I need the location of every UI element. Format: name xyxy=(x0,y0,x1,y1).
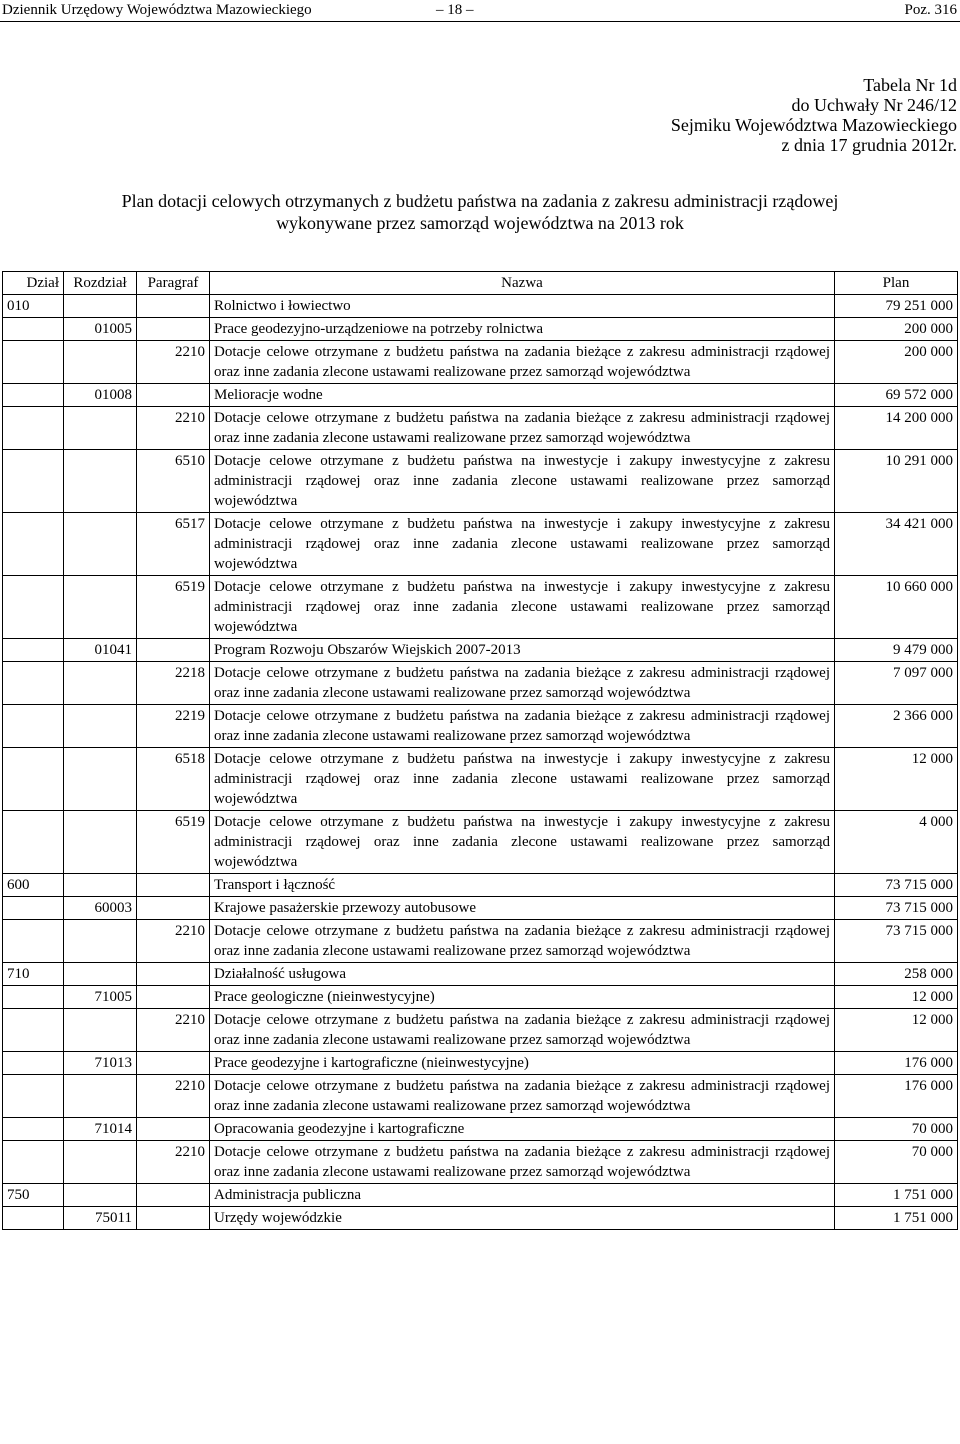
cell-plan: 73 715 000 xyxy=(835,920,958,963)
column-header-nazwa: Nazwa xyxy=(210,272,835,295)
cell-dzial xyxy=(3,639,64,662)
cell-paragraf: 2210 xyxy=(137,1009,210,1052)
cell-rozdzial: 60003 xyxy=(64,897,137,920)
table-row xyxy=(3,407,958,450)
cell-nazwa: Dotacje celowe otrzymane z budżetu państwa na inwestycje i zakupy inwestycyjne z zakresu administracji rządowej oraz inne zadania zlecone ustawami realizowane przez samorząd województwa xyxy=(210,576,835,639)
cell-paragraf xyxy=(137,639,210,662)
cell-rozdzial xyxy=(64,705,137,748)
title-line: wykonywane przez samorząd województwa na 2013 rok xyxy=(276,213,684,233)
cell-plan: 4 000 xyxy=(835,811,958,874)
cell-rozdzial xyxy=(64,1075,137,1118)
plan-table-body xyxy=(3,272,958,1230)
table-row xyxy=(3,705,958,748)
cell-dzial xyxy=(3,986,64,1009)
cell-paragraf: 6510 xyxy=(137,450,210,513)
cell-paragraf xyxy=(137,963,210,986)
cell-rozdzial xyxy=(64,1184,137,1207)
cell-dzial: 600 xyxy=(3,874,64,897)
cell-plan: 73 715 000 xyxy=(835,897,958,920)
cell-paragraf: 6519 xyxy=(137,811,210,874)
cell-dzial xyxy=(3,384,64,407)
cell-plan: 200 000 xyxy=(835,318,958,341)
cell-plan: 176 000 xyxy=(835,1075,958,1118)
cell-paragraf: 2219 xyxy=(137,705,210,748)
column-header-paragraf: Paragraf xyxy=(137,272,210,295)
cell-rozdzial xyxy=(64,450,137,513)
cell-nazwa: Dotacje celowe otrzymane z budżetu państwa na zadania bieżące z zakresu administracji rządowej oraz inne zadania zlecone ustawami realizowane przez samorząd województwa xyxy=(210,1075,835,1118)
cell-nazwa: Rolnictwo i łowiectwo xyxy=(210,295,835,318)
cell-rozdzial xyxy=(64,963,137,986)
cell-paragraf: 2218 xyxy=(137,662,210,705)
cell-nazwa: Dotacje celowe otrzymane z budżetu państwa na zadania bieżące z zakresu administracji rządowej oraz inne zadania zlecone ustawami realizowane przez samorząd województwa xyxy=(210,1009,835,1052)
cell-plan: 69 572 000 xyxy=(835,384,958,407)
table-header-row xyxy=(3,272,958,295)
cell-dzial xyxy=(3,450,64,513)
cell-plan: 73 715 000 xyxy=(835,874,958,897)
cell-paragraf: 2210 xyxy=(137,920,210,963)
cell-plan: 9 479 000 xyxy=(835,639,958,662)
cell-plan: 34 421 000 xyxy=(835,513,958,576)
table-row xyxy=(3,513,958,576)
cell-plan: 70 000 xyxy=(835,1141,958,1184)
cell-paragraf: 6518 xyxy=(137,748,210,811)
cell-dzial xyxy=(3,1141,64,1184)
table-row xyxy=(3,986,958,1009)
cell-plan: 200 000 xyxy=(835,341,958,384)
cell-rozdzial xyxy=(64,811,137,874)
cell-rozdzial xyxy=(64,576,137,639)
cell-dzial: 010 xyxy=(3,295,64,318)
page-header xyxy=(0,0,960,22)
cell-paragraf xyxy=(137,897,210,920)
cell-paragraf: 6517 xyxy=(137,513,210,576)
table-row xyxy=(3,874,958,897)
table-row xyxy=(3,341,958,384)
cell-nazwa: Opracowania geodezyjne i kartograficzne xyxy=(210,1118,835,1141)
annex-reference xyxy=(671,75,957,155)
cell-rozdzial: 01041 xyxy=(64,639,137,662)
cell-dzial xyxy=(3,897,64,920)
table-row xyxy=(3,897,958,920)
cell-paragraf xyxy=(137,986,210,1009)
cell-plan: 258 000 xyxy=(835,963,958,986)
cell-nazwa: Administracja publiczna xyxy=(210,1184,835,1207)
cell-paragraf xyxy=(137,384,210,407)
cell-dzial xyxy=(3,318,64,341)
cell-nazwa: Prace geologiczne (nieinwestycyjne) xyxy=(210,986,835,1009)
cell-paragraf xyxy=(137,1184,210,1207)
cell-dzial xyxy=(3,1118,64,1141)
cell-nazwa: Prace geodezyjne i kartograficzne (nieinwestycyjne) xyxy=(210,1052,835,1075)
cell-paragraf: 6519 xyxy=(137,576,210,639)
cell-dzial xyxy=(3,705,64,748)
table-row xyxy=(3,318,958,341)
cell-nazwa: Melioracje wodne xyxy=(210,384,835,407)
cell-paragraf xyxy=(137,874,210,897)
table-row xyxy=(3,662,958,705)
table-row xyxy=(3,295,958,318)
table-row xyxy=(3,450,958,513)
cell-plan: 10 660 000 xyxy=(835,576,958,639)
cell-nazwa: Dotacje celowe otrzymane z budżetu państwa na inwestycje i zakupy inwestycyjne z zakresu administracji rządowej oraz inne zadania zlecone ustawami realizowane przez samorząd województwa xyxy=(210,513,835,576)
cell-dzial xyxy=(3,920,64,963)
column-header-plan: Plan xyxy=(835,272,958,295)
table-row xyxy=(3,1184,958,1207)
cell-paragraf: 2210 xyxy=(137,341,210,384)
cell-rozdzial: 01008 xyxy=(64,384,137,407)
cell-rozdzial: 01005 xyxy=(64,318,137,341)
table-row xyxy=(3,1009,958,1052)
cell-rozdzial: 71005 xyxy=(64,986,137,1009)
cell-paragraf: 2210 xyxy=(137,1141,210,1184)
cell-nazwa: Dotacje celowe otrzymane z budżetu państwa na zadania bieżące z zakresu administracji rządowej oraz inne zadania zlecone ustawami realizowane przez samorząd województwa xyxy=(210,920,835,963)
cell-rozdzial: 71014 xyxy=(64,1118,137,1141)
cell-nazwa: Dotacje celowe otrzymane z budżetu państwa na zadania bieżące z zakresu administracji rządowej oraz inne zadania zlecone ustawami realizowane przez samorząd województwa xyxy=(210,705,835,748)
cell-rozdzial xyxy=(64,1141,137,1184)
cell-rozdzial xyxy=(64,341,137,384)
annex-line: z dnia 17 grudnia 2012r. xyxy=(781,135,957,155)
cell-rozdzial xyxy=(64,662,137,705)
cell-dzial xyxy=(3,1052,64,1075)
annex-line: do Uchwały Nr 246/12 xyxy=(791,95,957,115)
cell-rozdzial xyxy=(64,407,137,450)
cell-nazwa: Dotacje celowe otrzymane z budżetu państwa na inwestycje i zakupy inwestycyjne z zakresu administracji rządowej oraz inne zadania zlecone ustawami realizowane przez samorząd województwa xyxy=(210,811,835,874)
cell-rozdzial xyxy=(64,920,137,963)
cell-nazwa: Transport i łączność xyxy=(210,874,835,897)
cell-nazwa: Urzędy wojewódzkie xyxy=(210,1207,835,1230)
cell-plan: 10 291 000 xyxy=(835,450,958,513)
table-row xyxy=(3,1075,958,1118)
cell-plan: 7 097 000 xyxy=(835,662,958,705)
cell-plan: 79 251 000 xyxy=(835,295,958,318)
cell-rozdzial xyxy=(64,874,137,897)
cell-paragraf xyxy=(137,1118,210,1141)
cell-dzial xyxy=(3,407,64,450)
table-row xyxy=(3,1052,958,1075)
cell-dzial xyxy=(3,513,64,576)
cell-nazwa: Program Rozwoju Obszarów Wiejskich 2007-2013 xyxy=(210,639,835,662)
cell-dzial xyxy=(3,341,64,384)
cell-rozdzial xyxy=(64,513,137,576)
cell-paragraf xyxy=(137,1207,210,1230)
cell-paragraf xyxy=(137,1052,210,1075)
cell-nazwa: Dotacje celowe otrzymane z budżetu państwa na zadania bieżące z zakresu administracji rządowej oraz inne zadania zlecone ustawami realizowane przez samorząd województwa xyxy=(210,341,835,384)
table-row xyxy=(3,1207,958,1230)
cell-plan: 12 000 xyxy=(835,748,958,811)
cell-paragraf: 2210 xyxy=(137,407,210,450)
cell-nazwa: Krajowe pasażerskie przewozy autobusowe xyxy=(210,897,835,920)
cell-rozdzial: 71013 xyxy=(64,1052,137,1075)
cell-rozdzial xyxy=(64,748,137,811)
cell-paragraf xyxy=(137,295,210,318)
journal-name: Dziennik Urzędowy Województwa Mazowieckiego xyxy=(2,2,312,18)
cell-rozdzial: 75011 xyxy=(64,1207,137,1230)
cell-plan: 12 000 xyxy=(835,1009,958,1052)
cell-plan: 12 000 xyxy=(835,986,958,1009)
cell-paragraf xyxy=(137,318,210,341)
cell-dzial xyxy=(3,811,64,874)
table-row xyxy=(3,1118,958,1141)
table-row xyxy=(3,576,958,639)
cell-plan: 176 000 xyxy=(835,1052,958,1075)
table-row xyxy=(3,1141,958,1184)
cell-nazwa: Prace geodezyjno-urządzeniowe na potrzeby rolnictwa xyxy=(210,318,835,341)
cell-rozdzial xyxy=(64,1009,137,1052)
cell-plan: 1 751 000 xyxy=(835,1184,958,1207)
page-number: – 18 – xyxy=(436,2,474,18)
table-row xyxy=(3,384,958,407)
cell-dzial xyxy=(3,1009,64,1052)
cell-nazwa: Dotacje celowe otrzymane z budżetu państwa na inwestycje i zakupy inwestycyjne z zakresu administracji rządowej oraz inne zadania zlecone ustawami realizowane przez samorząd województwa xyxy=(210,450,835,513)
annex-line: Tabela Nr 1d xyxy=(863,75,957,95)
position-number: Poz. 316 xyxy=(904,2,957,18)
cell-nazwa: Dotacje celowe otrzymane z budżetu państwa na zadania bieżące z zakresu administracji rządowej oraz inne zadania zlecone ustawami realizowane przez samorząd województwa xyxy=(210,1141,835,1184)
table-row xyxy=(3,639,958,662)
cell-nazwa: Dotacje celowe otrzymane z budżetu państwa na inwestycje i zakupy inwestycyjne z zakresu administracji rządowej oraz inne zadania zlecone ustawami realizowane przez samorząd województwa xyxy=(210,748,835,811)
cell-dzial: 710 xyxy=(3,963,64,986)
title-line: Plan dotacji celowych otrzymanych z budżetu państwa na zadania z zakresu administracji rządowej xyxy=(121,191,839,211)
table-row xyxy=(3,963,958,986)
cell-rozdzial xyxy=(64,295,137,318)
table-row xyxy=(3,811,958,874)
plan-table xyxy=(2,271,958,1230)
cell-nazwa: Dotacje celowe otrzymane z budżetu państwa na zadania bieżące z zakresu administracji rządowej oraz inne zadania zlecone ustawami realizowane przez samorząd województwa xyxy=(210,662,835,705)
cell-plan: 2 366 000 xyxy=(835,705,958,748)
cell-nazwa: Działalność usługowa xyxy=(210,963,835,986)
cell-dzial xyxy=(3,1207,64,1230)
cell-dzial xyxy=(3,748,64,811)
cell-paragraf: 2210 xyxy=(137,1075,210,1118)
cell-plan: 1 751 000 xyxy=(835,1207,958,1230)
cell-nazwa: Dotacje celowe otrzymane z budżetu państwa na zadania bieżące z zakresu administracji rządowej oraz inne zadania zlecone ustawami realizowane przez samorząd województwa xyxy=(210,407,835,450)
cell-plan: 70 000 xyxy=(835,1118,958,1141)
cell-plan: 14 200 000 xyxy=(835,407,958,450)
cell-dzial xyxy=(3,662,64,705)
annex-line: Sejmiku Województwa Mazowieckiego xyxy=(670,115,957,135)
column-header-dzial: Dział xyxy=(3,272,64,295)
table-row xyxy=(3,748,958,811)
document-title xyxy=(0,190,960,234)
cell-dzial: 750 xyxy=(3,1184,64,1207)
cell-dzial xyxy=(3,576,64,639)
column-header-rozdzial: Rozdział xyxy=(64,272,137,295)
table-row xyxy=(3,920,958,963)
cell-dzial xyxy=(3,1075,64,1118)
